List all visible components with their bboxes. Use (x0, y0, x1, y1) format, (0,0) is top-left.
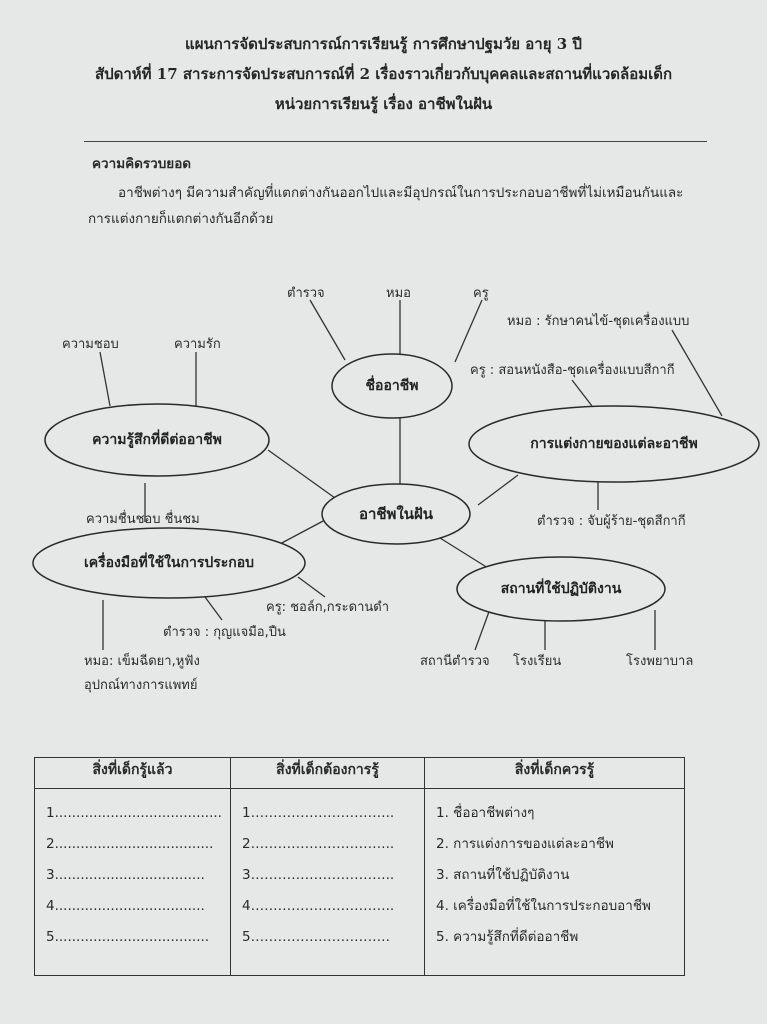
should-item-2: 2. การแต่งการของแต่ละอาชีพ (436, 836, 614, 852)
leaf-station: สถานีตำรวจ (420, 654, 490, 669)
link-teacher (455, 300, 482, 362)
concept-line-2: การแต่งกายก็แตกต่างกันอีกด้วย (88, 211, 274, 227)
link-center-dress (478, 475, 518, 505)
node-names: ชื่ออาชีพ (365, 378, 419, 394)
link-tool-police (205, 597, 222, 620)
leaf-tool-doctor-1: หมอ: เข็มฉีดยา,หูฟัง (84, 654, 200, 669)
known-item-2: 2..................................... (46, 836, 214, 852)
leaf-love: ความรัก (174, 337, 221, 352)
leaf-dress-teacher: ครู : สอนหนังสือ-ชุดเครื่องแบบสีกากี (470, 363, 675, 378)
link-police (310, 300, 345, 360)
node-workplace: สถานที่ใช้ปฏิบัติงาน (500, 581, 622, 597)
leaf-tool-teacher: ครู: ชอล์ก,กระดานดำ (266, 600, 389, 615)
leaf-tool-doctor-2: อุปกณ์ทางการแพทย์ (84, 678, 198, 693)
node-dress: การแต่งกายของแต่ละอาชีพ (530, 436, 698, 452)
leaf-admire: ความชื่นชอบ ชื่นชม (86, 512, 200, 527)
leaf-doctor: หมอ (386, 286, 411, 301)
header-should: สิ่งที่เด็กควรรู้ (425, 758, 685, 789)
leaf-school: โรงเรียน (513, 654, 562, 669)
col-want (231, 789, 425, 976)
col-known (35, 789, 231, 976)
leaf-dress-police: ตำรวจ : จับผู้ร้าย-ชุดสีกากี (537, 514, 686, 529)
leaf-hospital: โรงพยาบาล (626, 654, 694, 669)
known-item-4: 4................................... (46, 898, 205, 914)
node-center: อาชีพในฝัน (358, 505, 434, 523)
plan-subtitle-week: สัปดาห์ที่ 17 สาระการจัดประสบการณ์ที่ 2 เรื่องราวเกี่ยวกับบุคคลและสถานที่แวดล้อมเด็ก (94, 65, 673, 83)
link-center-feelings (268, 450, 335, 498)
link-dress-doctor (672, 330, 722, 416)
kwl-table (34, 757, 685, 976)
should-item-1: 1. ชื่ออาชีพต่างๆ (436, 805, 535, 821)
known-item-5: 5.................................... (46, 929, 210, 945)
want-item-4: 4………………………….. (242, 898, 395, 914)
concept-line-1: อาชีพต่างๆ มีความสำคัญที่แตกต่างกันออกไปและมีอุปกรณ์ในการประกอบอาชีพที่ไม่เหมือนกันและ (118, 185, 684, 201)
link-center-tools (278, 520, 325, 545)
link-station (475, 609, 490, 650)
node-feelings: ความรู้สึกที่ดีต่ออาชีพ (92, 432, 222, 448)
col-should (425, 789, 685, 976)
link-tool-teacher (298, 577, 325, 597)
leaf-police: ตำรวจ (287, 286, 325, 301)
plan-subtitle-unit: หน่วยการเรียนรู้ เรื่อง อาชีพในฝัน (274, 95, 493, 113)
want-item-2: 2………………………….. (242, 836, 395, 852)
header-want: สิ่งที่เด็กต้องการรู้ (231, 758, 425, 789)
plan-title: แผนการจัดประสบการณ์การเรียนรู้ การศึกษาปฐมวัย อายุ 3 ปี (185, 35, 582, 53)
leaf-tool-police: ตำรวจ : กุญแจมือ,ปืน (163, 625, 286, 640)
want-item-5: 5…………………………. (242, 929, 390, 945)
known-item-3: 3................................... (46, 867, 205, 883)
should-item-5: 5. ความรู้สึกที่ดีต่ออาชีพ (436, 929, 579, 945)
want-item-3: 3………………………….. (242, 867, 395, 883)
concept-heading: ความคิดรวบยอด (92, 156, 192, 172)
link-like (100, 352, 110, 406)
link-dress-teacher (572, 380, 592, 406)
known-item-1: 1....................................... (46, 805, 222, 821)
link-center-workplace (440, 538, 488, 568)
leaf-dress-doctor: หมอ : รักษาคนไข้-ชุดเครื่องแบบ (507, 314, 690, 329)
should-item-3: 3. สถานที่ใช้ปฏิบัติงาน (436, 867, 570, 883)
should-item-4: 4. เครื่องมือที่ใช้ในการประกอบอาชีพ (436, 898, 651, 914)
node-tools: เครื่องมือที่ใช้ในการประกอบ (83, 555, 255, 571)
header-known: สิ่งที่เด็กรู้แล้ว (35, 758, 231, 789)
want-item-1: 1………………………….. (242, 805, 395, 821)
leaf-teacher: ครู (473, 286, 489, 301)
leaf-like: ความชอบ (62, 337, 119, 352)
